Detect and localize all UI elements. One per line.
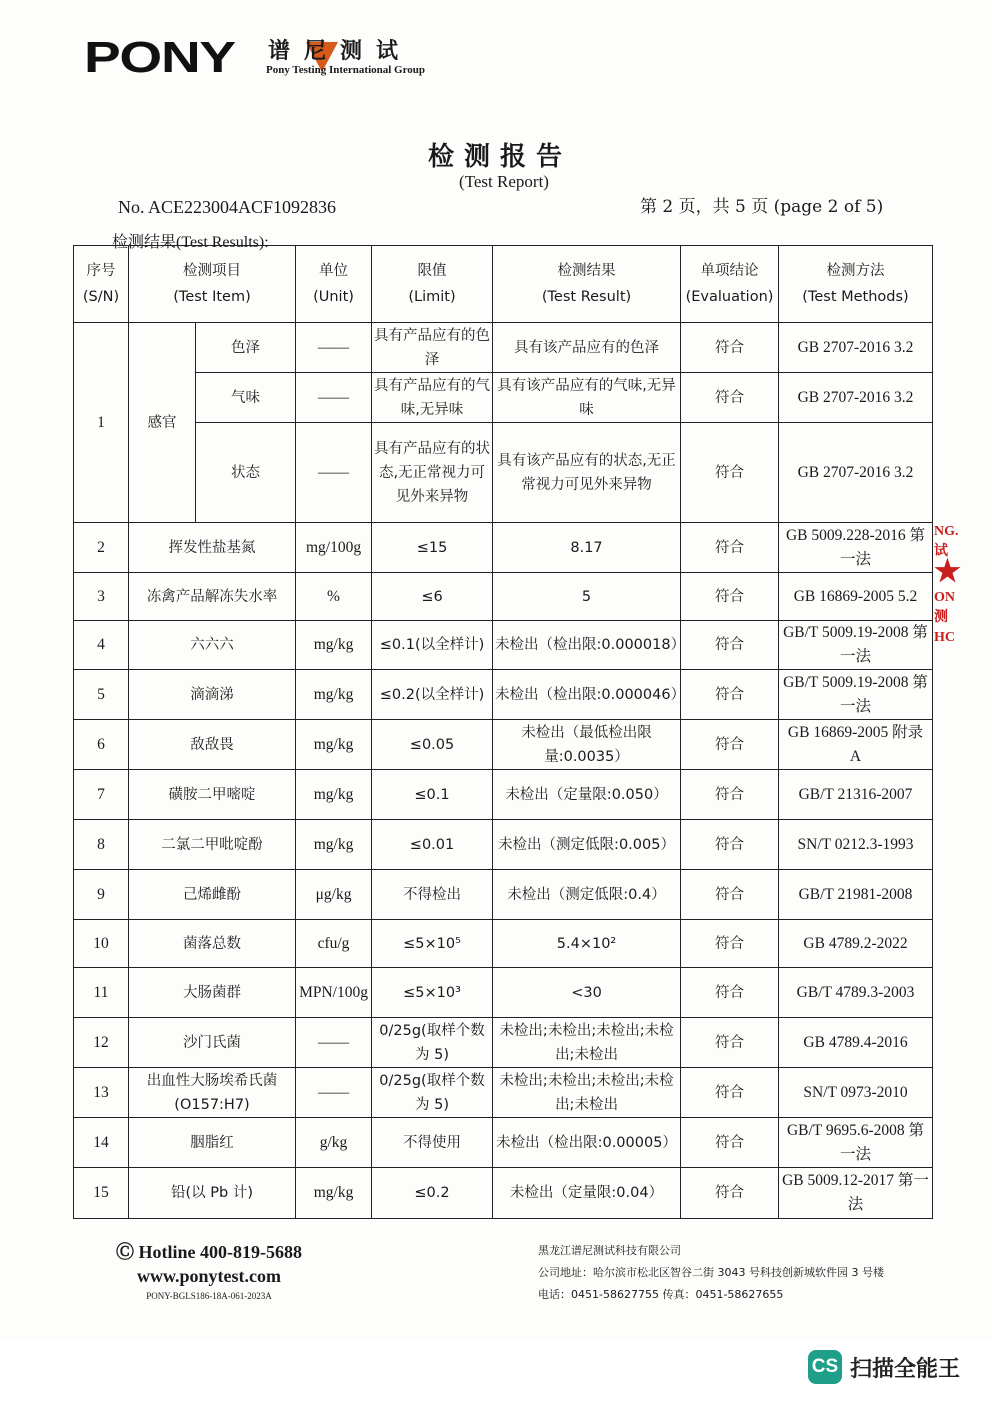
header-cell bbox=[372, 246, 493, 323]
scanner-label: 扫描全能王 bbox=[850, 1356, 961, 1382]
evaluation-cell: 符合 bbox=[681, 573, 779, 621]
method-cell: GB 4789.4-2016 bbox=[779, 1018, 933, 1068]
table-header bbox=[74, 246, 933, 323]
evaluation-cell: 符合 bbox=[681, 920, 779, 968]
footer-contact bbox=[114, 1238, 304, 1301]
result-cell: 具有该产品应有的气味,无异味 bbox=[493, 373, 681, 423]
item-cell: 冻禽产品解冻失水率 bbox=[129, 573, 296, 621]
header-label: (Evaluation) bbox=[685, 289, 774, 305]
header-label: 单位 bbox=[319, 263, 349, 279]
unit-cell: g/kg bbox=[296, 1118, 372, 1168]
limit-cell: 不得检出 bbox=[372, 870, 493, 920]
evaluation-cell: 符合 bbox=[681, 1168, 779, 1219]
evaluation-cell: 符合 bbox=[681, 373, 779, 423]
sn-cell: 15 bbox=[74, 1168, 129, 1219]
table-row bbox=[74, 621, 933, 670]
doc-code: PONY-BGLS186-18A-061-2023A bbox=[146, 1291, 272, 1301]
report-subtitle: (Test Report) bbox=[459, 172, 549, 191]
result-cell: 8.17 bbox=[493, 523, 681, 573]
method-cell: GB 5009.228-2016 第一法 bbox=[779, 523, 933, 573]
item-cell: 滴滴涕 bbox=[129, 670, 296, 720]
limit-cell: ≤0.05 bbox=[372, 720, 493, 770]
evaluation-cell: 符合 bbox=[681, 820, 779, 870]
evaluation-cell: 符合 bbox=[681, 1118, 779, 1168]
method-cell: GB/T 21981-2008 bbox=[779, 870, 933, 920]
item-group-cell: 感官 bbox=[129, 323, 196, 523]
item-cell: 菌落总数 bbox=[129, 920, 296, 968]
unit-cell: μg/kg bbox=[296, 870, 372, 920]
evaluation-cell: 符合 bbox=[681, 1018, 779, 1068]
table-row bbox=[74, 720, 933, 770]
method-cell: GB/T 4789.3-2003 bbox=[779, 968, 933, 1018]
header-label: (Test Item) bbox=[173, 289, 251, 305]
header-cell bbox=[296, 246, 372, 323]
header-label: 检测结果 bbox=[557, 263, 616, 279]
unit-cell: mg/100g bbox=[296, 523, 372, 573]
header-cell bbox=[681, 246, 779, 323]
report-title: 检测报告 bbox=[427, 142, 572, 172]
sn-cell: 12 bbox=[74, 1018, 129, 1068]
table-row bbox=[74, 323, 933, 373]
item-cell: 胭脂红 bbox=[129, 1118, 296, 1168]
result-cell: 未检出（最低检出限量:0.0035） bbox=[493, 720, 681, 770]
result-cell: 未检出（定量限:0.050） bbox=[493, 770, 681, 820]
method-cell: GB/T 5009.19-2008 第一法 bbox=[779, 670, 933, 720]
unit-cell: mg/kg bbox=[296, 820, 372, 870]
unit-cell: mg/kg bbox=[296, 770, 372, 820]
sn-cell: 4 bbox=[74, 621, 129, 670]
item-cell: 六六六 bbox=[129, 621, 296, 670]
limit-cell: ≤6 bbox=[372, 573, 493, 621]
header-label: 单项结论 bbox=[700, 263, 759, 279]
header-cell bbox=[779, 246, 933, 323]
sn-cell: 1 bbox=[74, 323, 129, 523]
method-cell: GB/T 9695.6-2008 第一法 bbox=[779, 1118, 933, 1168]
header-cell bbox=[129, 246, 296, 323]
unit-cell: % bbox=[296, 573, 372, 621]
unit-cell: —— bbox=[296, 323, 372, 373]
table-row bbox=[74, 373, 933, 423]
item-cell: 沙门氏菌 bbox=[129, 1018, 296, 1068]
limit-cell: ≤0.2 bbox=[372, 1168, 493, 1219]
website-link[interactable]: www.ponytest.com bbox=[137, 1266, 281, 1286]
item-cell: 二氯二甲吡啶酚 bbox=[129, 820, 296, 870]
item-cell: 己烯雌酚 bbox=[129, 870, 296, 920]
result-cell: 未检出（测定低限:0.005） bbox=[493, 820, 681, 870]
item-cell: 挥发性盐基氮 bbox=[129, 523, 296, 573]
header-cell bbox=[493, 246, 681, 323]
evaluation-cell: 符合 bbox=[681, 323, 779, 373]
table-row bbox=[74, 968, 933, 1018]
sn-cell: 6 bbox=[74, 720, 129, 770]
limit-cell: 具有产品应有的气味,无异味 bbox=[372, 373, 493, 423]
camscanner-icon: CS bbox=[808, 1350, 842, 1384]
table-row bbox=[74, 1118, 933, 1168]
unit-cell: mg/kg bbox=[296, 621, 372, 670]
result-cell: 未检出（检出限:0.000046） bbox=[493, 670, 681, 720]
limit-cell: ≤5×10³ bbox=[372, 968, 493, 1018]
unit-cell: mg/kg bbox=[296, 720, 372, 770]
method-cell: SN/T 0212.3-1993 bbox=[779, 820, 933, 870]
unit-cell: —— bbox=[296, 1068, 372, 1118]
result-cell: 未检出（测定低限:0.4） bbox=[493, 870, 681, 920]
table-row bbox=[74, 820, 933, 870]
logo-chinese: 谱尼测试 bbox=[268, 39, 413, 64]
report-number: No. ACE223004ACF1092836 bbox=[118, 197, 337, 217]
limit-cell: 具有产品应有的状态,无正常视力可见外来异物 bbox=[372, 423, 493, 523]
sn-cell: 14 bbox=[74, 1118, 129, 1168]
table-row bbox=[74, 523, 933, 573]
result-cell: 具有该产品应有的色泽 bbox=[493, 323, 681, 373]
evaluation-cell: 符合 bbox=[681, 720, 779, 770]
item-cell: 磺胺二甲嘧啶 bbox=[129, 770, 296, 820]
sub-item-cell: 状态 bbox=[196, 423, 296, 523]
evaluation-cell: 符合 bbox=[681, 423, 779, 523]
evaluation-cell: 符合 bbox=[681, 670, 779, 720]
header-label: (S/N) bbox=[82, 289, 120, 305]
method-cell: GB/T 21316-2007 bbox=[779, 770, 933, 820]
sub-item-cell: 色泽 bbox=[196, 323, 296, 373]
limit-cell: 0/25g(取样个数为 5) bbox=[372, 1068, 493, 1118]
unit-cell: MPN/100g bbox=[296, 968, 372, 1018]
header-label: 检测方法 bbox=[826, 263, 885, 279]
sn-cell: 11 bbox=[74, 968, 129, 1018]
header-label: 限值 bbox=[417, 263, 447, 279]
unit-cell: —— bbox=[296, 423, 372, 523]
limit-cell: ≤5×10⁵ bbox=[372, 920, 493, 968]
limit-cell: ≤0.01 bbox=[372, 820, 493, 870]
limit-cell: 0/25g(取样个数为 5) bbox=[372, 1018, 493, 1068]
evaluation-cell: 符合 bbox=[681, 870, 779, 920]
evaluation-cell: 符合 bbox=[681, 968, 779, 1018]
results-label: 检测结果(Test Results): bbox=[112, 234, 269, 251]
table-row bbox=[74, 1018, 933, 1068]
header-label: 序号 bbox=[86, 263, 116, 279]
method-cell: GB 16869-2005 5.2 bbox=[779, 573, 933, 621]
results-table bbox=[73, 245, 933, 1219]
header-label: (Limit) bbox=[408, 289, 456, 305]
evaluation-cell: 符合 bbox=[681, 621, 779, 670]
sn-cell: 8 bbox=[74, 820, 129, 870]
company-address: 公司地址：哈尔滨市松北区智谷二街 3043 号科技创新城软件园 3 号楼 bbox=[538, 1266, 884, 1279]
result-cell: 5 bbox=[493, 573, 681, 621]
result-cell: 未检出（定量限:0.04） bbox=[493, 1168, 681, 1219]
logo-english: Pony Testing International Group bbox=[266, 64, 426, 76]
seal-fragment: NG. 试 ★ ON 测 HC bbox=[934, 524, 961, 645]
table-row bbox=[74, 920, 933, 968]
sn-cell: 13 bbox=[74, 1068, 129, 1118]
header-label: (Unit) bbox=[313, 289, 354, 305]
table-row bbox=[74, 1168, 933, 1219]
unit-cell: —— bbox=[296, 373, 372, 423]
table-row bbox=[74, 573, 933, 621]
limit-cell: ≤0.1 bbox=[372, 770, 493, 820]
sn-cell: 10 bbox=[74, 920, 129, 968]
limit-cell: 不得使用 bbox=[372, 1118, 493, 1168]
sn-cell: 9 bbox=[74, 870, 129, 920]
item-cell: 铅(以 Pb 计) bbox=[129, 1168, 296, 1219]
header-cell bbox=[74, 246, 129, 323]
method-cell: GB 2707-2016 3.2 bbox=[779, 423, 933, 523]
table-row bbox=[74, 870, 933, 920]
page-info: 第 2 页，共 5 页 (page 2 of 5) bbox=[640, 197, 884, 217]
method-cell: GB 5009.12-2017 第一法 bbox=[779, 1168, 933, 1219]
limit-cell: ≤0.1(以全样计) bbox=[372, 621, 493, 670]
method-cell: GB 2707-2016 3.2 bbox=[779, 373, 933, 423]
result-cell: 具有该产品应有的状态,无正常视力可见外来异物 bbox=[493, 423, 681, 523]
table-row bbox=[74, 770, 933, 820]
method-cell: GB 4789.2-2022 bbox=[779, 920, 933, 968]
sn-cell: 2 bbox=[74, 523, 129, 573]
result-cell: 未检出（检出限:0.00005） bbox=[493, 1118, 681, 1168]
footer-company bbox=[538, 1240, 884, 1306]
method-cell: GB/T 5009.19-2008 第一法 bbox=[779, 621, 933, 670]
table-row bbox=[74, 670, 933, 720]
header-label: 检测项目 bbox=[183, 263, 241, 279]
limit-cell: ≤0.2(以全样计) bbox=[372, 670, 493, 720]
result-cell: 5.4×10² bbox=[493, 920, 681, 968]
company-phone: 电话：0451-58627755 传真：0451-58627655 bbox=[538, 1288, 784, 1301]
result-cell: 未检出;未检出;未检出;未检出;未检出 bbox=[493, 1018, 681, 1068]
item-cell: 出血性大肠埃希氏菌(O157:H7) bbox=[129, 1068, 296, 1118]
evaluation-cell: 符合 bbox=[681, 770, 779, 820]
evaluation-cell: 符合 bbox=[681, 1068, 779, 1118]
result-cell: 未检出;未检出;未检出;未检出;未检出 bbox=[493, 1068, 681, 1118]
unit-cell: mg/kg bbox=[296, 670, 372, 720]
pony-logo bbox=[84, 33, 426, 82]
sub-item-cell: 气味 bbox=[196, 373, 296, 423]
limit-cell: ≤15 bbox=[372, 523, 493, 573]
logo-wordmark: PONY bbox=[84, 33, 235, 82]
company-name: 黑龙江谱尼测试科技有限公司 bbox=[538, 1244, 681, 1257]
sn-cell: 7 bbox=[74, 770, 129, 820]
header-label: (Test Methods) bbox=[802, 289, 909, 305]
item-cell: 敌敌畏 bbox=[129, 720, 296, 770]
unit-cell: cfu/g bbox=[296, 920, 372, 968]
unit-cell: mg/kg bbox=[296, 1168, 372, 1219]
method-cell: SN/T 0973-2010 bbox=[779, 1068, 933, 1118]
header-label: (Test Result) bbox=[541, 289, 632, 305]
item-cell: 大肠菌群 bbox=[129, 968, 296, 1018]
result-cell: 未检出（检出限:0.000018） bbox=[493, 621, 681, 670]
table-row bbox=[74, 1068, 933, 1118]
limit-cell: 具有产品应有的色泽 bbox=[372, 323, 493, 373]
table-row bbox=[74, 423, 933, 523]
method-cell: GB 2707-2016 3.2 bbox=[779, 323, 933, 373]
result-cell: <30 bbox=[493, 968, 681, 1018]
scanner-watermark bbox=[808, 1350, 960, 1384]
hotline: Ⓒ Hotline 400-819-5688 bbox=[116, 1242, 302, 1262]
unit-cell: —— bbox=[296, 1018, 372, 1068]
sn-cell: 3 bbox=[74, 573, 129, 621]
sn-cell: 5 bbox=[74, 670, 129, 720]
evaluation-cell: 符合 bbox=[681, 523, 779, 573]
method-cell: GB 16869-2005 附录 A bbox=[779, 720, 933, 770]
